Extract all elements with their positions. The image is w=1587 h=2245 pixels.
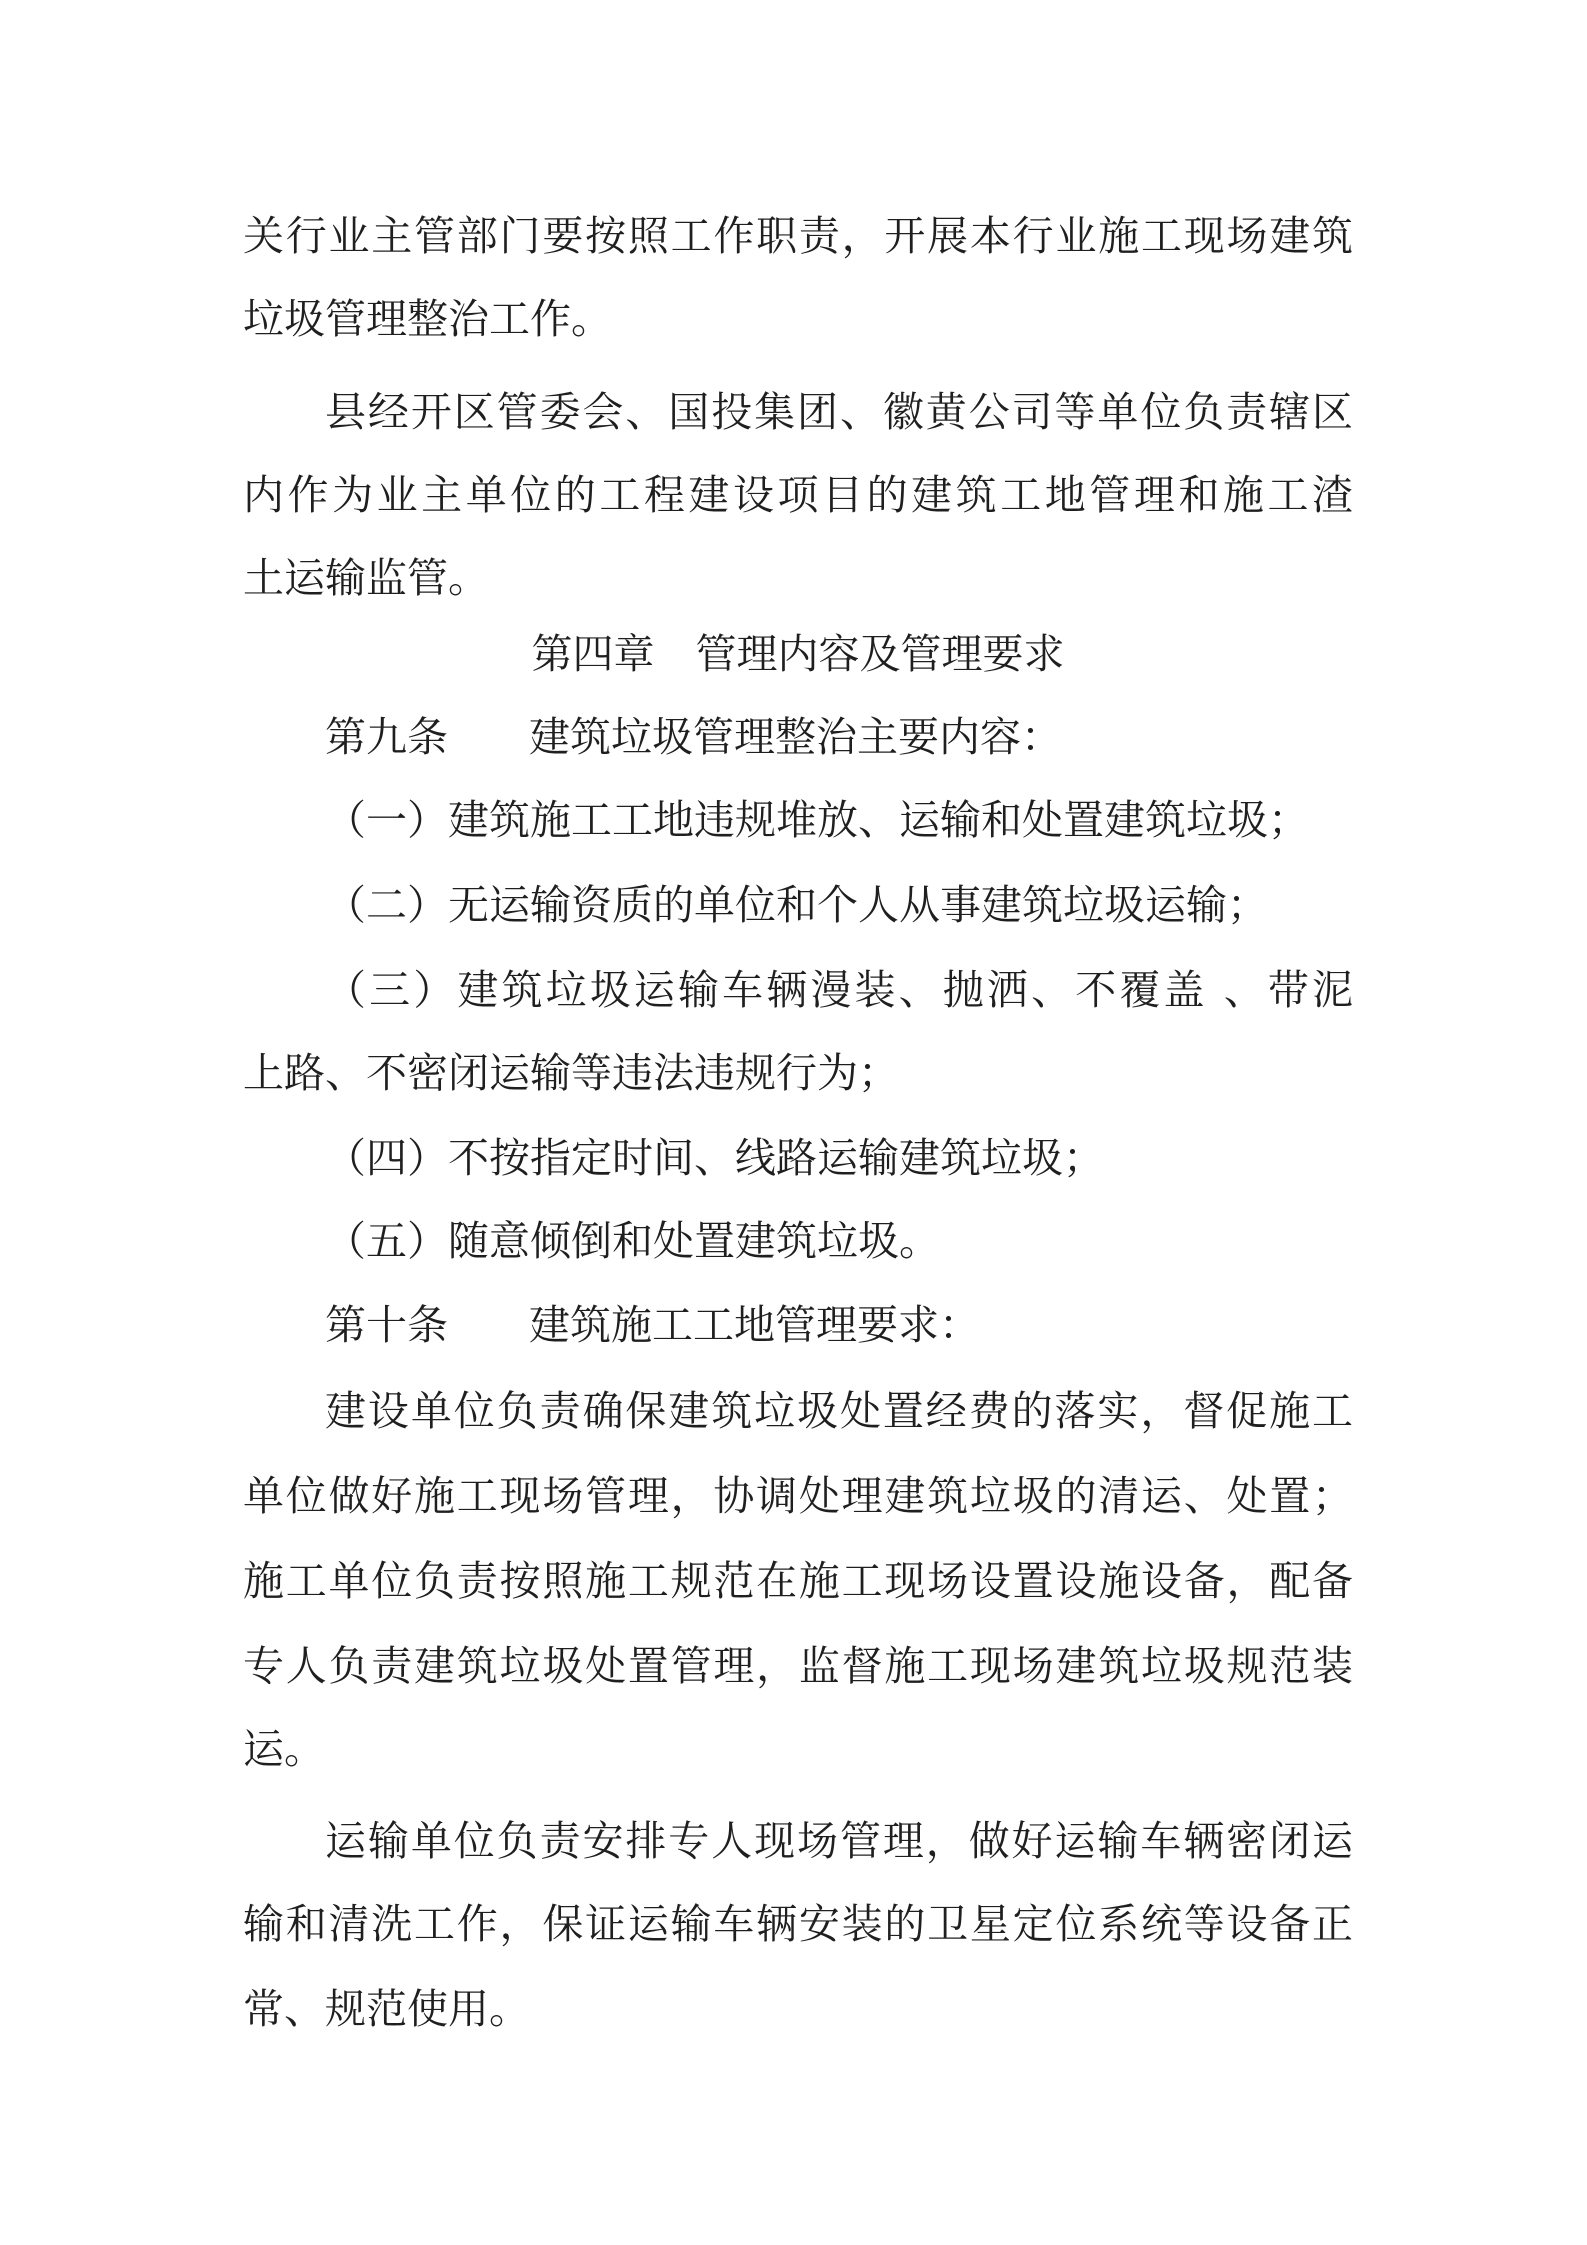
chapter-heading: 第四章 管理内容及管理要求	[531, 630, 1065, 678]
body-line: 关行业主管部门要按照工作职责，开展本行业施工现场建筑	[243, 212, 1353, 260]
paragraph-start-line: 县经开区管委会、国投集团、徽黄公司等单位负责辖区	[325, 388, 1353, 436]
body-line: 专人负责建筑垃圾处置管理，监督施工现场建筑垃圾规范装	[243, 1642, 1353, 1690]
list-item: （一）建筑施工工地违规堆放、运输和处置建筑垃圾；	[325, 796, 1309, 844]
list-item: （四）不按指定时间、线路运输建筑垃圾；	[325, 1134, 1104, 1182]
article-title: 建筑施工工地管理要求：	[529, 1301, 980, 1349]
body-line: 输和清洗工作，保证运输车辆安装的卫星定位系统等设备正	[243, 1900, 1353, 1948]
body-line: 常、规范使用。	[243, 1985, 530, 2033]
list-item: （五）随意倾倒和处置建筑垃圾。	[325, 1217, 940, 1265]
body-line: 垃圾管理整治工作。	[243, 295, 612, 343]
article-line	[243, 697, 1353, 777]
body-line: 运。	[243, 1725, 325, 1773]
body-line: 内作为业主单位的工程建设项目的建筑工地管理和施工渣	[243, 471, 1353, 519]
article-line	[243, 1285, 1353, 1365]
body-line: 单位做好施工现场管理，协调处理建筑垃圾的清运、处置；	[243, 1472, 1353, 1520]
paragraph-start-line: 建设单位负责确保建筑垃圾处置经费的落实，督促施工	[325, 1387, 1353, 1435]
paragraph-start-line: 运输单位负责安排专人现场管理，做好运输车辆密闭运	[325, 1817, 1353, 1865]
body-line: 上路、不密闭运输等违法违规行为；	[243, 1049, 899, 1097]
list-item: （三）建筑垃圾运输车辆漫装、抛洒、不覆盖 、带泥	[325, 966, 1353, 1014]
article-number: 第九条	[325, 713, 448, 761]
body-line: 土运输监管。	[243, 554, 489, 602]
list-item: （二）无运输资质的单位和个人从事建筑垃圾运输；	[325, 881, 1268, 929]
article-title: 建筑垃圾管理整治主要内容：	[529, 713, 1062, 761]
article-number: 第十条	[325, 1301, 448, 1349]
body-line: 施工单位负责按照施工规范在施工现场设置设施设备，配备	[243, 1557, 1353, 1605]
